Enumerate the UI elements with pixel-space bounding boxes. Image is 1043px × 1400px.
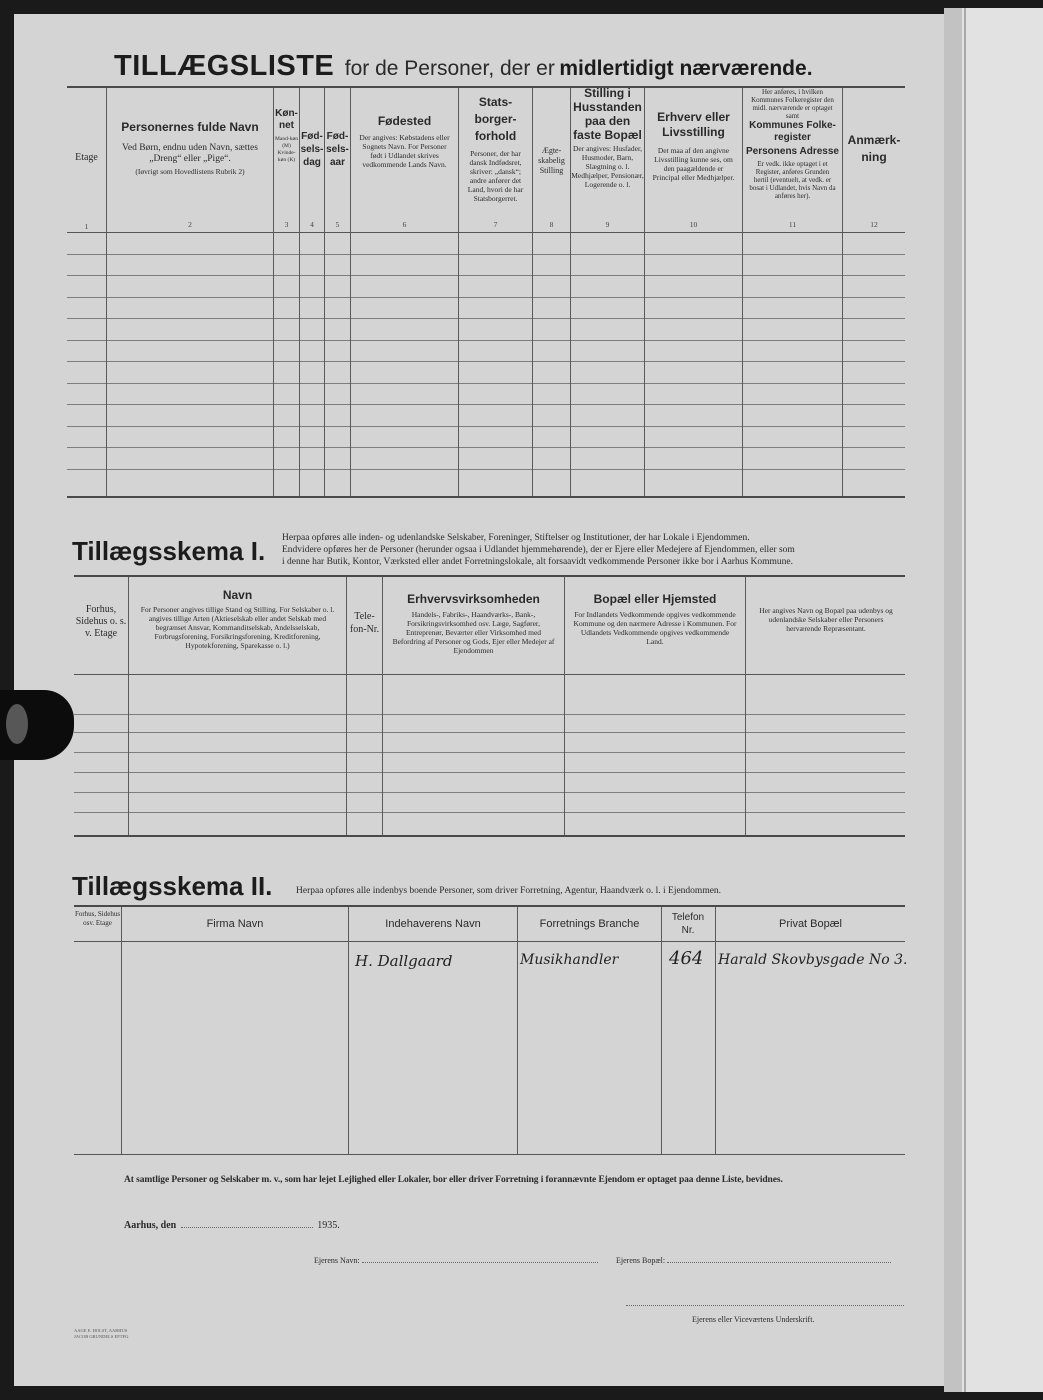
col-kon-sub: Mand-køn (M) Kvinde-køn (K): [275, 136, 298, 163]
skema2-col-bopael: Privat Bopæl: [779, 918, 842, 930]
owner-address-field[interactable]: [616, 1256, 891, 1265]
skema2-col-indehaver: Indehaverens Navn: [385, 918, 481, 930]
binder-tab: [0, 690, 74, 760]
entry-branche: Musikhandler: [520, 952, 619, 968]
main-table-bottom-border: [67, 496, 905, 498]
skema1-col-navn-title: Navn: [222, 588, 253, 602]
col-aar-header: Fød-sels-aar: [326, 131, 349, 168]
col-num: 12: [870, 220, 878, 229]
col-adresse-kommune: Kommunes Folke-register: [749, 120, 836, 143]
skema2-col-telefon: Telefon Nr.: [671, 912, 705, 936]
col-dag-header: Fød-sels-dag: [300, 131, 324, 168]
skema2-col-firma: Firma Navn: [206, 918, 264, 930]
footer-year: 1935.: [317, 1220, 340, 1231]
col-name-sub2: (Iøvrigt som Hovedlistens Rubrik 2): [135, 167, 245, 176]
skema1-col-erhverv: [383, 592, 564, 655]
skema1-col-bopael: [565, 592, 745, 646]
col-adresse-header: [743, 88, 842, 200]
col-kon-title: Køn-net: [275, 108, 298, 131]
main-title: [114, 50, 813, 83]
skema2-col-etage: Forhus, Sidehus osv. Etage: [74, 910, 121, 927]
col-erhverv-header: [645, 110, 742, 182]
col-num: 6: [402, 220, 407, 229]
main-title-bold: midlertidigt nærværende.: [559, 57, 813, 80]
skema1-intro-line: i denne har Butik, Kontor, Værksted eller andet Forretningslokale, alt forsaavidt vedkommende Personer ikke bor i Aarhus Kommune.: [282, 557, 794, 567]
owner-address-label: Ejerens Bopæl:: [616, 1256, 666, 1265]
skema1-col-navn-sub: For Personer angives tillige Stand og Stilling. For Selskaber o. l. angives tillige Arten (Aktieselskab eller andet Selskab med begrænset Ansvar, Kommanditselskab, Andelsselskab, Forbrugsforening, Forsikringsforening, Kreditforening, Hypotekforening, Sparekasse o. l.): [140, 605, 335, 650]
col-num: 10: [689, 220, 698, 229]
skema1-intro: [282, 532, 908, 568]
col-erhverv-sub: Det maa af den angivne Livsstilling kunne ses, om den paagældende er Principal eller Medhjælper.: [652, 146, 735, 182]
census-form-page: [14, 14, 944, 1386]
col-adresse-sub2: Er vedk. ikke optaget i et Register, anføres Grunden hertil (eventuelt, at vedk. er bosat i Udlandet, hvis Navn da anføres her).: [749, 160, 836, 200]
col-statsborger-title: Stats-borger-forhold: [474, 95, 517, 143]
col-name-header: [108, 120, 272, 176]
main-title-pre: for de Personer, der er: [344, 57, 555, 80]
skema2-col-branche: Forretnings Branche: [539, 918, 640, 930]
col-num: 3: [284, 220, 289, 229]
skema1-intro-line: Endvidere opføres her de Personer (herunder ogsaa i Udlandet hjemmehørende), der er Ejere eller Medejere af Ejendommen, eller som: [282, 545, 795, 555]
skema1-col-repraesentant: Her angives Navn og Bopæl paa udenbys og udenlandske Selskaber eller Personers herværende Repræsentant.: [759, 606, 893, 633]
col-anmaerkning-header: Anmærk-ning: [847, 133, 901, 164]
col-name-sub: Ved Børn, endnu uden Navn, sættes „Dreng“ eller „Pige“.: [122, 143, 258, 164]
col-name-title: Personernes fulde Navn: [121, 120, 259, 134]
col-num: 2: [188, 220, 192, 229]
col-adresse-sub: Her anføres, i hvilken Kommunes Folkeregister den midl. nærværende er optaget samt: [751, 88, 834, 120]
footer-date-line: [124, 1220, 340, 1231]
col-num: 7: [493, 220, 498, 229]
skema2-intro: Herpaa opføres alle indenbys boende Personer, som driver Forretning, Agentur, Haandværk o. l. i Ejendommen.: [296, 886, 722, 896]
skema1-col-navn: [129, 588, 346, 650]
signature-label: Ejerens eller Viceværtens Underskrift.: [692, 1315, 815, 1324]
main-title-big: TILLÆGSLISTE: [114, 50, 335, 82]
page-spine: [944, 8, 962, 1392]
col-num: 8: [549, 220, 554, 229]
col-stilling-sub: Der angives: Husfader, Husmoder, Barn, Slægtning o. l. Medhjælper, Pensionær, Logerende o. l.: [571, 144, 644, 189]
col-stilling-title: Stilling i Husstanden paa den faste Bopæl: [573, 86, 642, 142]
skema2-title: Tillægsskema II.: [72, 871, 273, 901]
printer-line: JACOB GRUNDELS EFTFG.: [74, 1333, 130, 1339]
col-num: 5: [335, 220, 340, 229]
adjacent-page: [944, 8, 1043, 1392]
col-fodested-sub: Der angives: Købstadens eller Sognets Navn. For Personer født i Udlandet skrives vedkommende Lands Navn.: [359, 133, 450, 169]
skema1-col-bopael-title: Bopæl eller Hjemsted: [593, 592, 717, 606]
page-fold: [964, 8, 966, 1392]
col-etage-header: Etage: [75, 152, 98, 163]
col-num: 9: [605, 220, 610, 229]
col-statsborger-sub: Personer, der har dansk Indfødsret, skriver: „dansk“; andre anfører det Land, hvori de har Statsborgerret.: [467, 149, 524, 203]
col-num: 11: [788, 220, 797, 229]
col-fodested-title: Fødested: [377, 114, 432, 128]
entry-telefon: 464: [669, 948, 704, 969]
col-kon-header: [274, 108, 299, 164]
owner-name-field[interactable]: [314, 1256, 598, 1265]
skema1-col-etage: Forhus, Sidehus o. s. v. Etage: [75, 604, 127, 639]
col-statsborger-header: [459, 94, 532, 203]
skema1-col-telefon: Tele-fon-Nr.: [349, 611, 380, 635]
owner-name-label: Ejerens Navn:: [314, 1256, 360, 1265]
col-num: 4: [310, 220, 314, 229]
col-aegteskab-header: Ægte-skabelig Stilling: [538, 146, 565, 175]
skema1-intro-line: Herpaa opføres alle inden- og udenlandske Selskaber, Foreninger, Stiftelser og Institutioner, der har Lokale i Ejendommen.: [282, 533, 750, 543]
signature-line[interactable]: [626, 1304, 904, 1306]
col-stilling-header: [571, 86, 644, 189]
footer-place: Aarhus, den: [124, 1220, 177, 1231]
col-fodested-header: [351, 114, 458, 169]
col-erhverv-title: Erhverv eller Livsstilling: [657, 110, 730, 139]
skema1-col-erhverv-sub: Handels-, Fabriks-, Haandværks-, Bank-, Forsikringsvirksomhed osv. Læge, Sagfører, Entreprenør, Beværter eller Virksomhed med Befordring af Personer og Gods, Ejer eller Medejer af Ejendommen: [392, 610, 555, 655]
skema1-col-bopael-sub: For Indlandets Vedkommende opgives vedkommende Kommune og den nærmere Adresse i Kommunen. For Udlandets Vedkommende opgives vedkommende Land.: [573, 610, 737, 646]
footer-declaration: At samtlige Personer og Selskaber m. v., som har lejet Lejlighed eller Lokaler, bor eller driver Forretning i forannævnte Ejendom er optaget paa denne Liste, bevidnes.: [124, 1175, 783, 1185]
entry-indehaver: H. Dallgaard: [355, 952, 453, 970]
skema1-col-erhverv-title: Erhvervsvirksomheden: [407, 592, 540, 606]
col-adresse-title: Personens Adresse: [745, 146, 839, 157]
main-table-header-border: [67, 232, 905, 233]
printer-line: AAGE E. HOLST, AARHUS: [74, 1328, 128, 1333]
entry-bopael: Harald Skovbysgade No 3.: [718, 952, 908, 968]
col-num: 1: [84, 222, 89, 231]
printer-imprint: [74, 1328, 129, 1339]
skema1-title: Tillægsskema I.: [72, 536, 266, 566]
